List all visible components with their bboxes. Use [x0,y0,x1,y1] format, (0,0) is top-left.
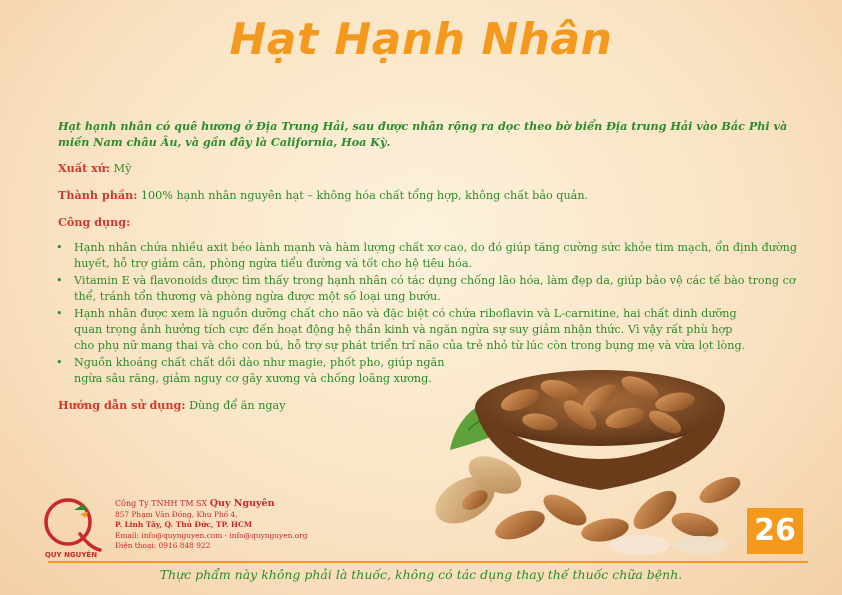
uses-label: Công dụng: [58,215,131,229]
company-address-1: 857 Phạm Văn Đồng, Khu Phố 4, [115,509,238,519]
company-name: Công Ty TNHH TM SX Quy Nguyên [115,498,275,509]
footer-divider [48,561,808,563]
company-brand: Quy Nguyên [209,498,275,509]
company-address-2: P. Linh Tây, Q. Thủ Đức, TP. HCM [115,520,253,530]
ingredients-value: 100% hạnh nhân nguyên hạt – không hóa chất tổng hợp, không chất bảo quản. [140,189,589,202]
usage-value: Dùng để ăn ngay [189,399,286,412]
ingredients-label: Thành phần: [58,188,138,202]
list-item: • Nguồn khoáng chất chất dồi dào như magie, phốt pho, giúp ngăn ngừa sâu răng, giảm nguy cơ gãy xương và chống loãng xương. [58,355,454,387]
intro-paragraph: Hạt hạnh nhân có quê hương ở Địa Trung Hải, sau được nhân rộng ra dọc theo bờ biển Địa trung Hải vào Bắc Phi và miền Nam châu Âu, và gần đây là California, Hoa Kỳ. [58,119,788,149]
usage-label: Hướng dẫn sử dụng: [58,398,186,412]
page-title: Hạt Hạnh Nhân [229,14,613,65]
origin-value: Mỹ [113,162,132,175]
company-info [115,499,307,552]
list-item: • Vitamin E và flavonoids được tìm thấy trong hạnh nhân có tác dụng chống lão hóa, làm đẹp da, giúp bảo vệ các tế bào trong cơ thể, tránh tổn thương và phòng ngừa được một số loại ung bướu. [58,273,808,305]
ingredients-field [58,187,808,204]
origin-label: Xuất xứ: [58,161,111,175]
company-logo [34,496,106,558]
list-item: • Hạnh nhân được xem là nguồn dưỡng chất cho não và đặc biệt có chứa riboflavin và L-carnitine, hai chất dinh dưỡng quan trọng ảnh hưởng tích cực đến hoạt động hệ thần kinh và ngăn ngừa sự suy giảm nhận thức. Vì vậy rất phù hợp cho phụ nữ mang thai và cho con bú, hỗ trợ sự phát triển trí não của trẻ nhỏ từ lúc còn trong bụng mẹ và vừa lọt lòng. [58,306,754,354]
origin-field [58,160,808,177]
list-item: • Hạnh nhân chứa nhiều axit béo lành mạnh và hàm lượng chất xơ cao, do đó giúp tăng cường sức khỏe tim mạch, ổn định đường huyết, hỗ trợ giảm cân, phòng ngừa tiểu đường và tốt cho hệ tiêu hóa. [58,240,808,272]
company-email: Email: info@quynguyen.com - info@quynguyen.org [115,530,308,540]
disclaimer-text: Thực phẩm này không phải là thuốc, không có tác dụng thay thế thuốc chữa bệnh. [159,567,683,582]
page-number: 26 [747,508,803,554]
logo-text: QUY NGUYÊN [44,551,98,559]
company-phone: Điện thoại: 0916 848 922 [115,541,211,551]
